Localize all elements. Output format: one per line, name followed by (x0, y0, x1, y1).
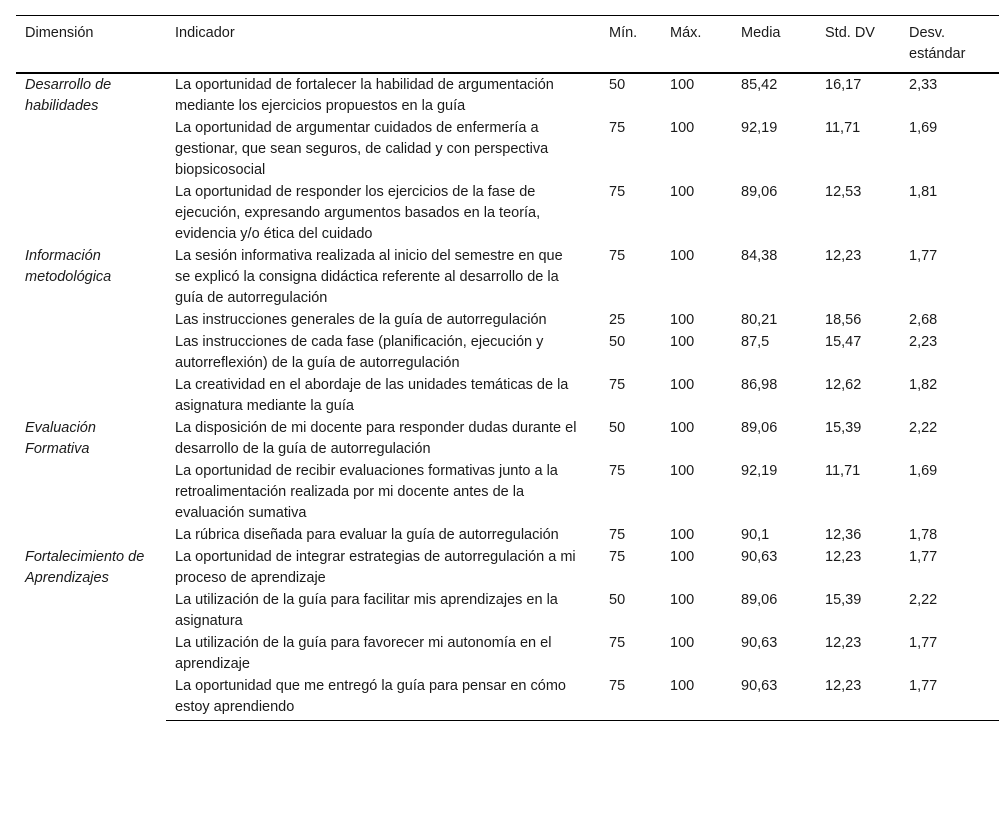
mean-cell: 89,06 (741, 420, 778, 436)
dimension-cell: Evaluación Formativa (25, 420, 96, 457)
mean-cell: 85,42 (741, 77, 778, 93)
std-dv-cell: 15,47 (825, 334, 862, 350)
mean-cell: 89,06 (741, 184, 778, 200)
dimension-cell: Información metodológica (25, 248, 112, 285)
std-dv-cell: 11,71 (825, 120, 861, 136)
header-std-dv: Std. DV (816, 16, 900, 74)
std-dv-cell: 16,17 (825, 77, 862, 93)
desv-estandar-cell: 1,81 (909, 184, 938, 200)
min-cell: 75 (609, 377, 626, 393)
table-row (16, 245, 999, 309)
max-cell: 100 (670, 592, 695, 608)
std-dv-cell: 12,23 (816, 675, 900, 721)
max-cell: 100 (670, 312, 695, 328)
desv-estandar-cell: 2,68 (909, 312, 938, 328)
min-cell: 50 (609, 592, 626, 608)
max-cell: 100 (670, 77, 695, 93)
header-min: Mín. (600, 16, 661, 74)
min-cell: 50 (609, 77, 626, 93)
std-dv-cell: 12,23 (825, 635, 862, 651)
desv-estandar-cell: 1,77 (909, 635, 938, 651)
mean-cell: 90,63 (741, 635, 778, 651)
std-dv-cell: 12,23 (825, 549, 862, 565)
mean-cell: 90,1 (741, 527, 770, 543)
min-cell: 50 (609, 420, 626, 436)
desv-estandar-cell: 1,77 (909, 549, 938, 565)
indicator-cell: La utilización de la guía para favorecer mi autonomía en el aprendizaje (175, 635, 552, 672)
desv-estandar-cell: 2,23 (909, 334, 938, 350)
min-cell: 75 (609, 527, 626, 543)
indicator-cell: Las instrucciones generales de la guía de autorregulación (175, 312, 547, 328)
indicator-cell: La oportunidad de responder los ejercicios de la fase de ejecución, expresando argumentos basados en la teoría, evidencia y/o ética del cuidado (175, 184, 541, 242)
results-table (16, 15, 999, 721)
min-cell: 75 (609, 549, 626, 565)
desv-estandar-cell: 1,77 (900, 675, 999, 721)
min-cell: 75 (600, 675, 661, 721)
results-table-container (16, 15, 999, 721)
max-cell: 100 (670, 527, 695, 543)
desv-estandar-cell: 1,78 (909, 527, 938, 543)
indicator-cell: Las instrucciones de cada fase (planificación, ejecución y autorreflexión) de la guía de autorregulación (175, 334, 544, 371)
std-dv-cell: 15,39 (825, 420, 862, 436)
indicator-cell: La creatividad en el abordaje de las unidades temáticas de la asignatura mediante la guía (175, 377, 569, 414)
indicator-cell: La oportunidad de integrar estrategias de autorregulación a mi proceso de aprendizaje (175, 549, 576, 586)
indicator-cell: La oportunidad que me entregó la guía para pensar en cómo estoy aprendiendo (166, 675, 600, 721)
table-row (16, 73, 999, 117)
std-dv-cell: 12,53 (825, 184, 862, 200)
header-mean: Media (732, 16, 816, 74)
std-dv-cell: 12,36 (825, 527, 862, 543)
desv-estandar-cell: 2,22 (909, 592, 938, 608)
std-dv-cell: 12,23 (825, 248, 862, 264)
indicator-cell: La oportunidad de argumentar cuidados de enfermería a gestionar, que sean seguros, de calidad y con perspectiva biopsicosocial (175, 120, 549, 178)
dimension-cell: Fortalecimiento de Aprendizajes (25, 549, 145, 586)
mean-cell: 87,5 (741, 334, 770, 350)
mean-cell: 89,06 (741, 592, 778, 608)
table-body (16, 73, 999, 721)
min-cell: 75 (609, 635, 626, 651)
mean-cell: 92,19 (741, 120, 778, 136)
indicator-cell: La sesión informativa realizada al inicio del semestre en que se explicó la consigna didáctica referente al desarrollo de la guía de autorregulación (175, 248, 563, 306)
dimension-cell: Desarrollo de habilidades (25, 77, 112, 114)
header-indicator: Indicador (166, 16, 600, 74)
desv-estandar-cell: 1,69 (909, 463, 938, 479)
max-cell: 100 (670, 463, 695, 479)
min-cell: 75 (609, 184, 626, 200)
max-cell: 100 (670, 420, 695, 436)
mean-cell: 90,63 (732, 675, 816, 721)
std-dv-cell: 11,71 (825, 463, 861, 479)
indicator-cell: La oportunidad de recibir evaluaciones formativas junto a la retroalimentación realizada por mi docente antes de la evaluación sumativa (175, 463, 558, 521)
min-cell: 75 (609, 248, 626, 264)
desv-estandar-cell: 2,22 (909, 420, 938, 436)
mean-cell: 86,98 (741, 377, 778, 393)
mean-cell: 92,19 (741, 463, 778, 479)
min-cell: 75 (609, 463, 626, 479)
header-max: Máx. (661, 16, 732, 74)
header-row (16, 16, 999, 74)
indicator-cell: La oportunidad de fortalecer la habilidad de argumentación mediante los ejercicios propuestos en la guía (175, 77, 554, 114)
std-dv-cell: 12,62 (825, 377, 862, 393)
table-row (16, 417, 999, 460)
desv-estandar-cell: 2,33 (909, 77, 938, 93)
indicator-cell: La disposición de mi docente para responder dudas durante el desarrollo de la guía de autorregulación (175, 420, 577, 457)
max-cell: 100 (670, 377, 695, 393)
max-cell: 100 (670, 248, 695, 264)
mean-cell: 80,21 (741, 312, 778, 328)
min-cell: 25 (609, 312, 626, 328)
desv-estandar-cell: 1,69 (909, 120, 938, 136)
max-cell: 100 (670, 184, 695, 200)
max-cell: 100 (670, 120, 695, 136)
mean-cell: 90,63 (741, 549, 778, 565)
table-header (16, 16, 999, 74)
max-cell: 100 (661, 675, 732, 721)
std-dv-cell: 18,56 (825, 312, 862, 328)
max-cell: 100 (670, 635, 695, 651)
desv-estandar-cell: 1,82 (909, 377, 938, 393)
max-cell: 100 (670, 549, 695, 565)
indicator-cell: La utilización de la guía para facilitar mis aprendizajes en la asignatura (175, 592, 558, 629)
table-row (16, 546, 999, 589)
mean-cell: 84,38 (741, 248, 778, 264)
std-dv-cell: 15,39 (825, 592, 862, 608)
indicator-cell: La rúbrica diseñada para evaluar la guía de autorregulación (175, 527, 559, 543)
header-dimension: Dimensión (16, 16, 166, 74)
max-cell: 100 (670, 334, 695, 350)
desv-estandar-cell: 1,77 (909, 248, 938, 264)
min-cell: 50 (609, 334, 626, 350)
header-desv-estandar: Desv. estándar (900, 16, 999, 74)
min-cell: 75 (609, 120, 626, 136)
